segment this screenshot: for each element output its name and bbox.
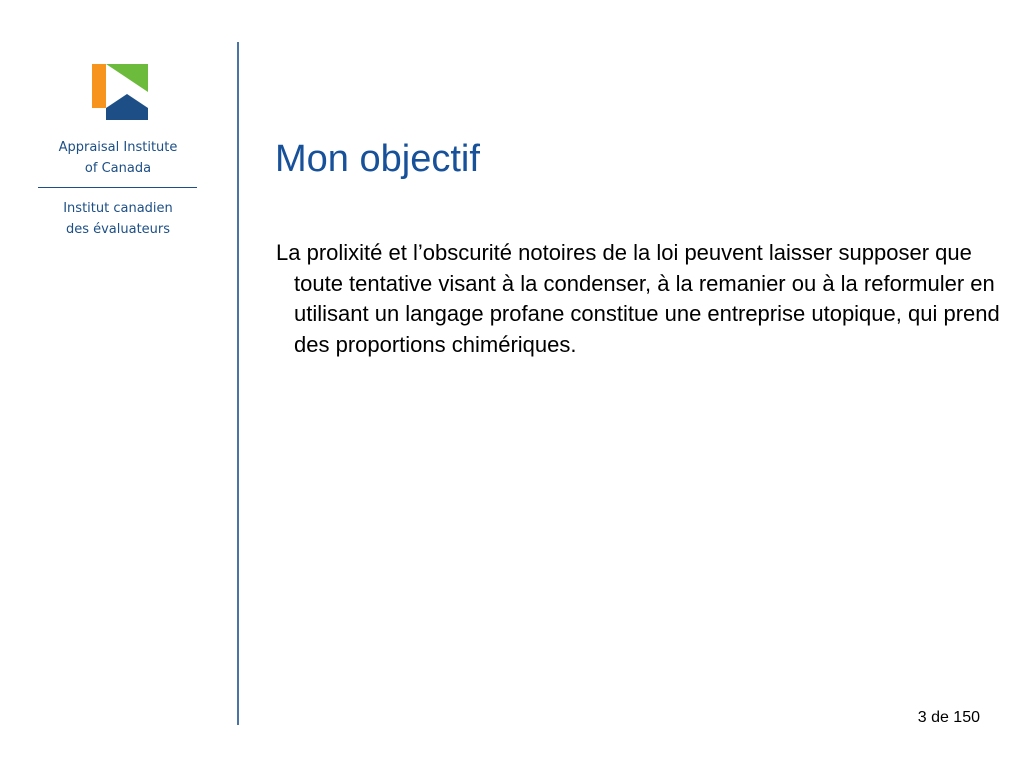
organization-name-divider [38,187,197,188]
page-number: 3 de 150 [917,709,980,726]
appraisal-institute-logo-icon [92,64,148,120]
sidebar [0,0,238,768]
slide-body-paragraph: La prolixité et l’obscurité notoires de la loi peuvent laisser supposer que toute tentative visant à la condenser, à la remanier ou à la reformuler en utilisant un langage profane constitue une entreprise utopique, qui prend des proportions chimériques. [276,240,1000,357]
slide-title: Mon objectif [275,138,480,180]
organization-name-english: Appraisal Institute of Canada [58,140,178,176]
organization-name-french: Institut canadien des évaluateurs [63,201,173,237]
sidebar-vertical-rule [237,42,239,725]
